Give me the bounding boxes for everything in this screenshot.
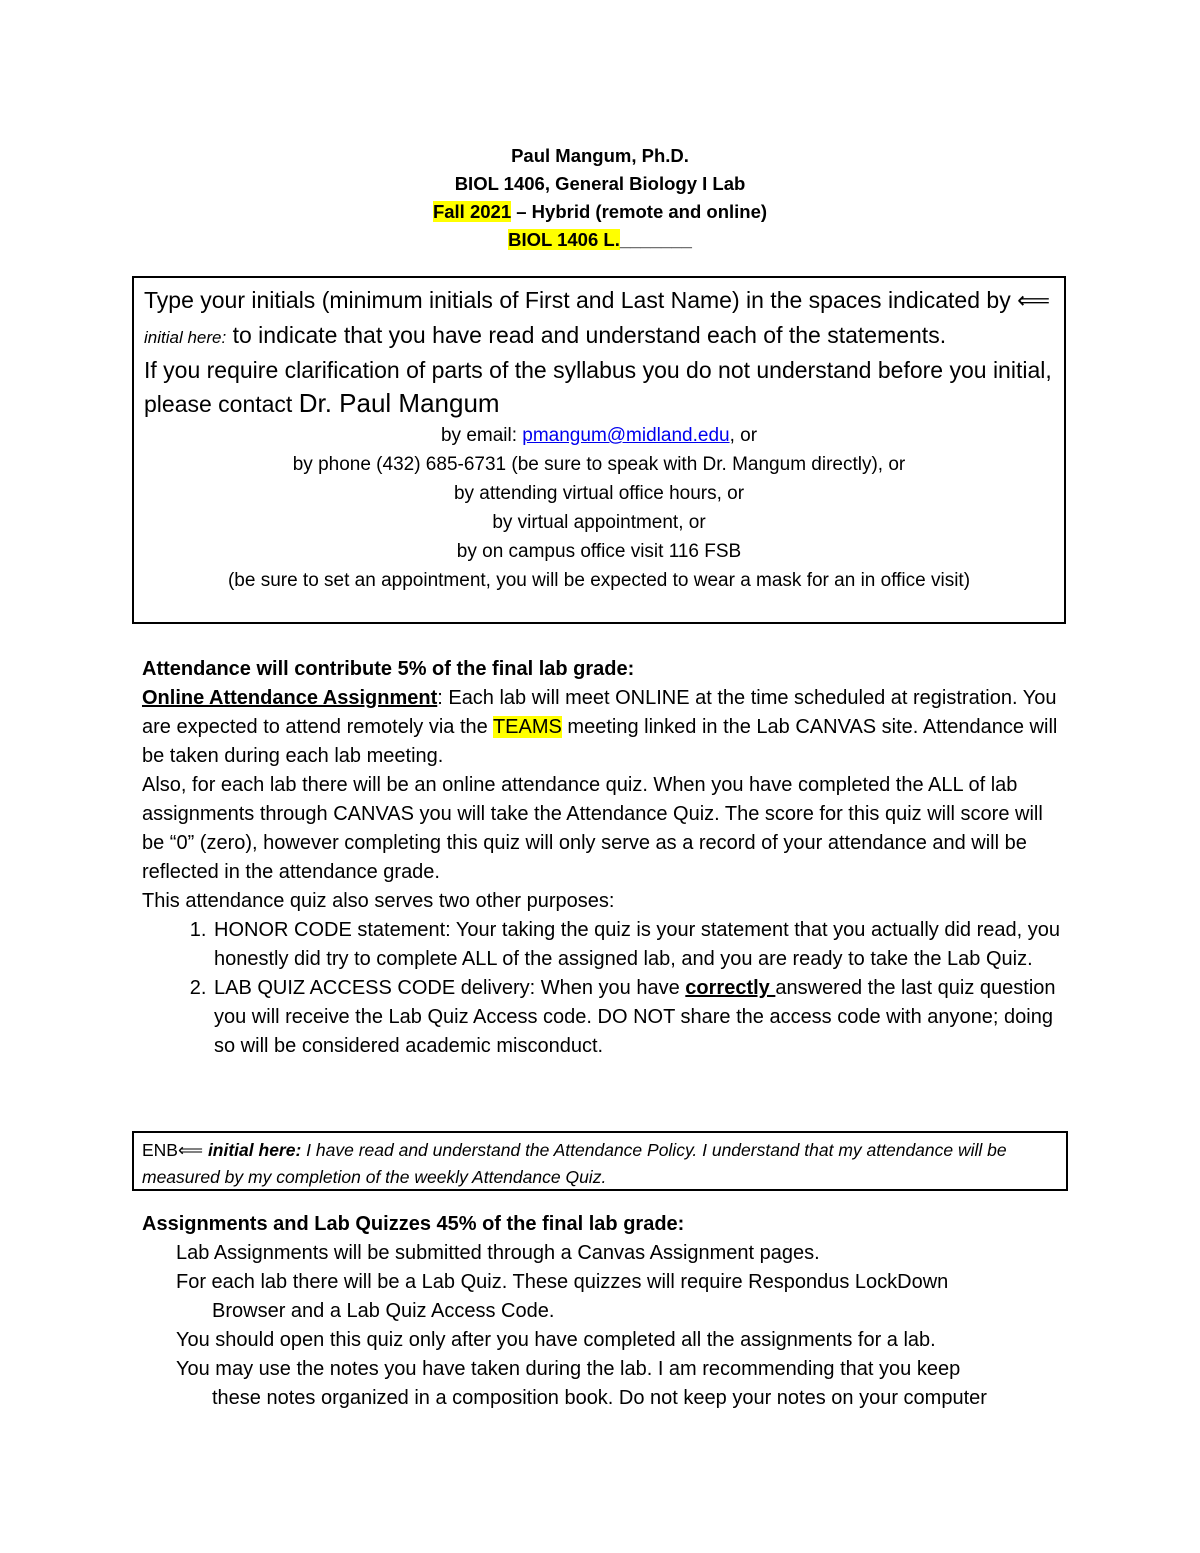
- assignments-line-4-cont: these notes organized in a composition book. Do not keep your notes on your computer: [212, 1387, 987, 1409]
- attendance-paragraph-1: Online Attendance Assignment: Each lab will meet ONLINE at the time scheduled at registration. You are expected to attend remotely via the TEAMS meeting linked in the Lab CANVAS site. Attendance will be taken during each lab meeting.: [142, 687, 1058, 767]
- assignments-line-3: You should open this quiz only after you have completed all the assignments for a lab.: [176, 1329, 936, 1351]
- assignments-line-2-cont: Browser and a Lab Quiz Access Code.: [212, 1300, 555, 1322]
- purposes-list: [142, 916, 1062, 1061]
- assignments-line-1: Lab Assignments will be submitted through a Canvas Assignment pages.: [176, 1242, 820, 1264]
- attendance-paragraph-2: Also, for each lab there will be an online attendance quiz. When you have completed the ALL of lab assignments through CANVAS you will take the Attendance Quiz. The score for this quiz will score will be “0” (zero), however completing this quiz will only serve as a record of your attendance and will be reflected in the attendance grade.: [142, 774, 1043, 883]
- contact-email: by email: pmangum@midland.edu, or: [440, 425, 758, 446]
- student-initials: ENB: [142, 1140, 178, 1160]
- term-rest: – Hybrid (remote and online): [511, 201, 768, 222]
- left-arrow-icon: ⟸: [1017, 287, 1051, 313]
- assignments-line-2: For each lab there will be a Lab Quiz. These quizzes will require Respondus LockDown: [176, 1271, 949, 1293]
- document-header: [0, 142, 1200, 254]
- list-item: 2. LAB QUIZ ACCESS CODE delivery: When you have correctly answered the last quiz question you will receive the Lab Quiz Access code. DO NOT share the access code with anyone; doing so will be considered academic misconduct.: [212, 974, 1062, 1061]
- instructor-name: Paul Mangum, Ph.D.: [511, 145, 689, 166]
- assignments-heading: Assignments and Lab Quizzes 45% of the final lab grade:: [142, 1213, 685, 1235]
- contact-methods: [144, 421, 1054, 595]
- initial-here-label: initial here:: [144, 328, 227, 347]
- contact-phone: by phone (432) 685-6731 (be sure to speak with Dr. Mangum directly), or: [292, 454, 906, 475]
- email-link[interactable]: pmangum@midland.edu: [522, 425, 730, 446]
- clarification-text: If you require clarification of parts of the syllabus you do not understand before you initial, please contact Dr. Paul Mangum: [144, 357, 1052, 418]
- teams-highlight: TEAMS: [492, 716, 562, 738]
- section-blank: _______: [619, 229, 692, 250]
- initial-here-label: initial here:: [203, 1140, 302, 1160]
- assignments-line-4: You may use the notes you have taken during the lab. I am recommending that you keep: [176, 1358, 961, 1380]
- contact-name: Dr. Paul Mangum: [298, 388, 500, 418]
- contact-note: (be sure to set an appointment, you will be expected to wear a mask for an in office visit): [227, 570, 971, 591]
- term-line: [0, 198, 1200, 226]
- attendance-heading: Attendance will contribute 5% of the final lab grade:: [142, 658, 635, 680]
- left-arrow-icon: ⟸: [177, 1140, 204, 1160]
- contact-office-hours: by attending virtual office hours, or: [453, 483, 745, 504]
- attendance-initial-box: [132, 1131, 1068, 1191]
- attendance-section: [142, 655, 1062, 1061]
- contact-campus: by on campus office visit 116 FSB: [456, 541, 742, 562]
- correctly-emphasis: correctly: [685, 977, 776, 999]
- term-highlight: Fall 2021: [432, 201, 512, 222]
- initials-instructions-box: [132, 276, 1066, 624]
- instructions-text: Type your initials (minimum initials of First and Last Name) in the spaces indicated by ⟸ initial here: to indicate that you have read and understand each of the statements.: [144, 287, 1051, 348]
- attendance-paragraph-3: This attendance quiz also serves two other purposes:: [142, 890, 615, 912]
- section-line: [0, 226, 1200, 254]
- section-highlight: BIOL 1406 L.: [508, 229, 620, 250]
- attendance-statement: I have read and understand the Attendance Policy. I understand that my attendance will be measured by my completion of the weekly Attendance Quiz.: [142, 1140, 1007, 1187]
- assignments-section: [142, 1210, 1062, 1413]
- course-title: BIOL 1406, General Biology I Lab: [454, 173, 746, 194]
- online-attendance-label: Online Attendance Assignment: [142, 687, 438, 709]
- list-item: 1. HONOR CODE statement: Your taking the quiz is your statement that you actually did read, you honestly did try to complete ALL of the assigned lab, and you are ready to take the Lab Quiz.: [212, 916, 1062, 974]
- contact-appointment: by virtual appointment, or: [492, 512, 706, 533]
